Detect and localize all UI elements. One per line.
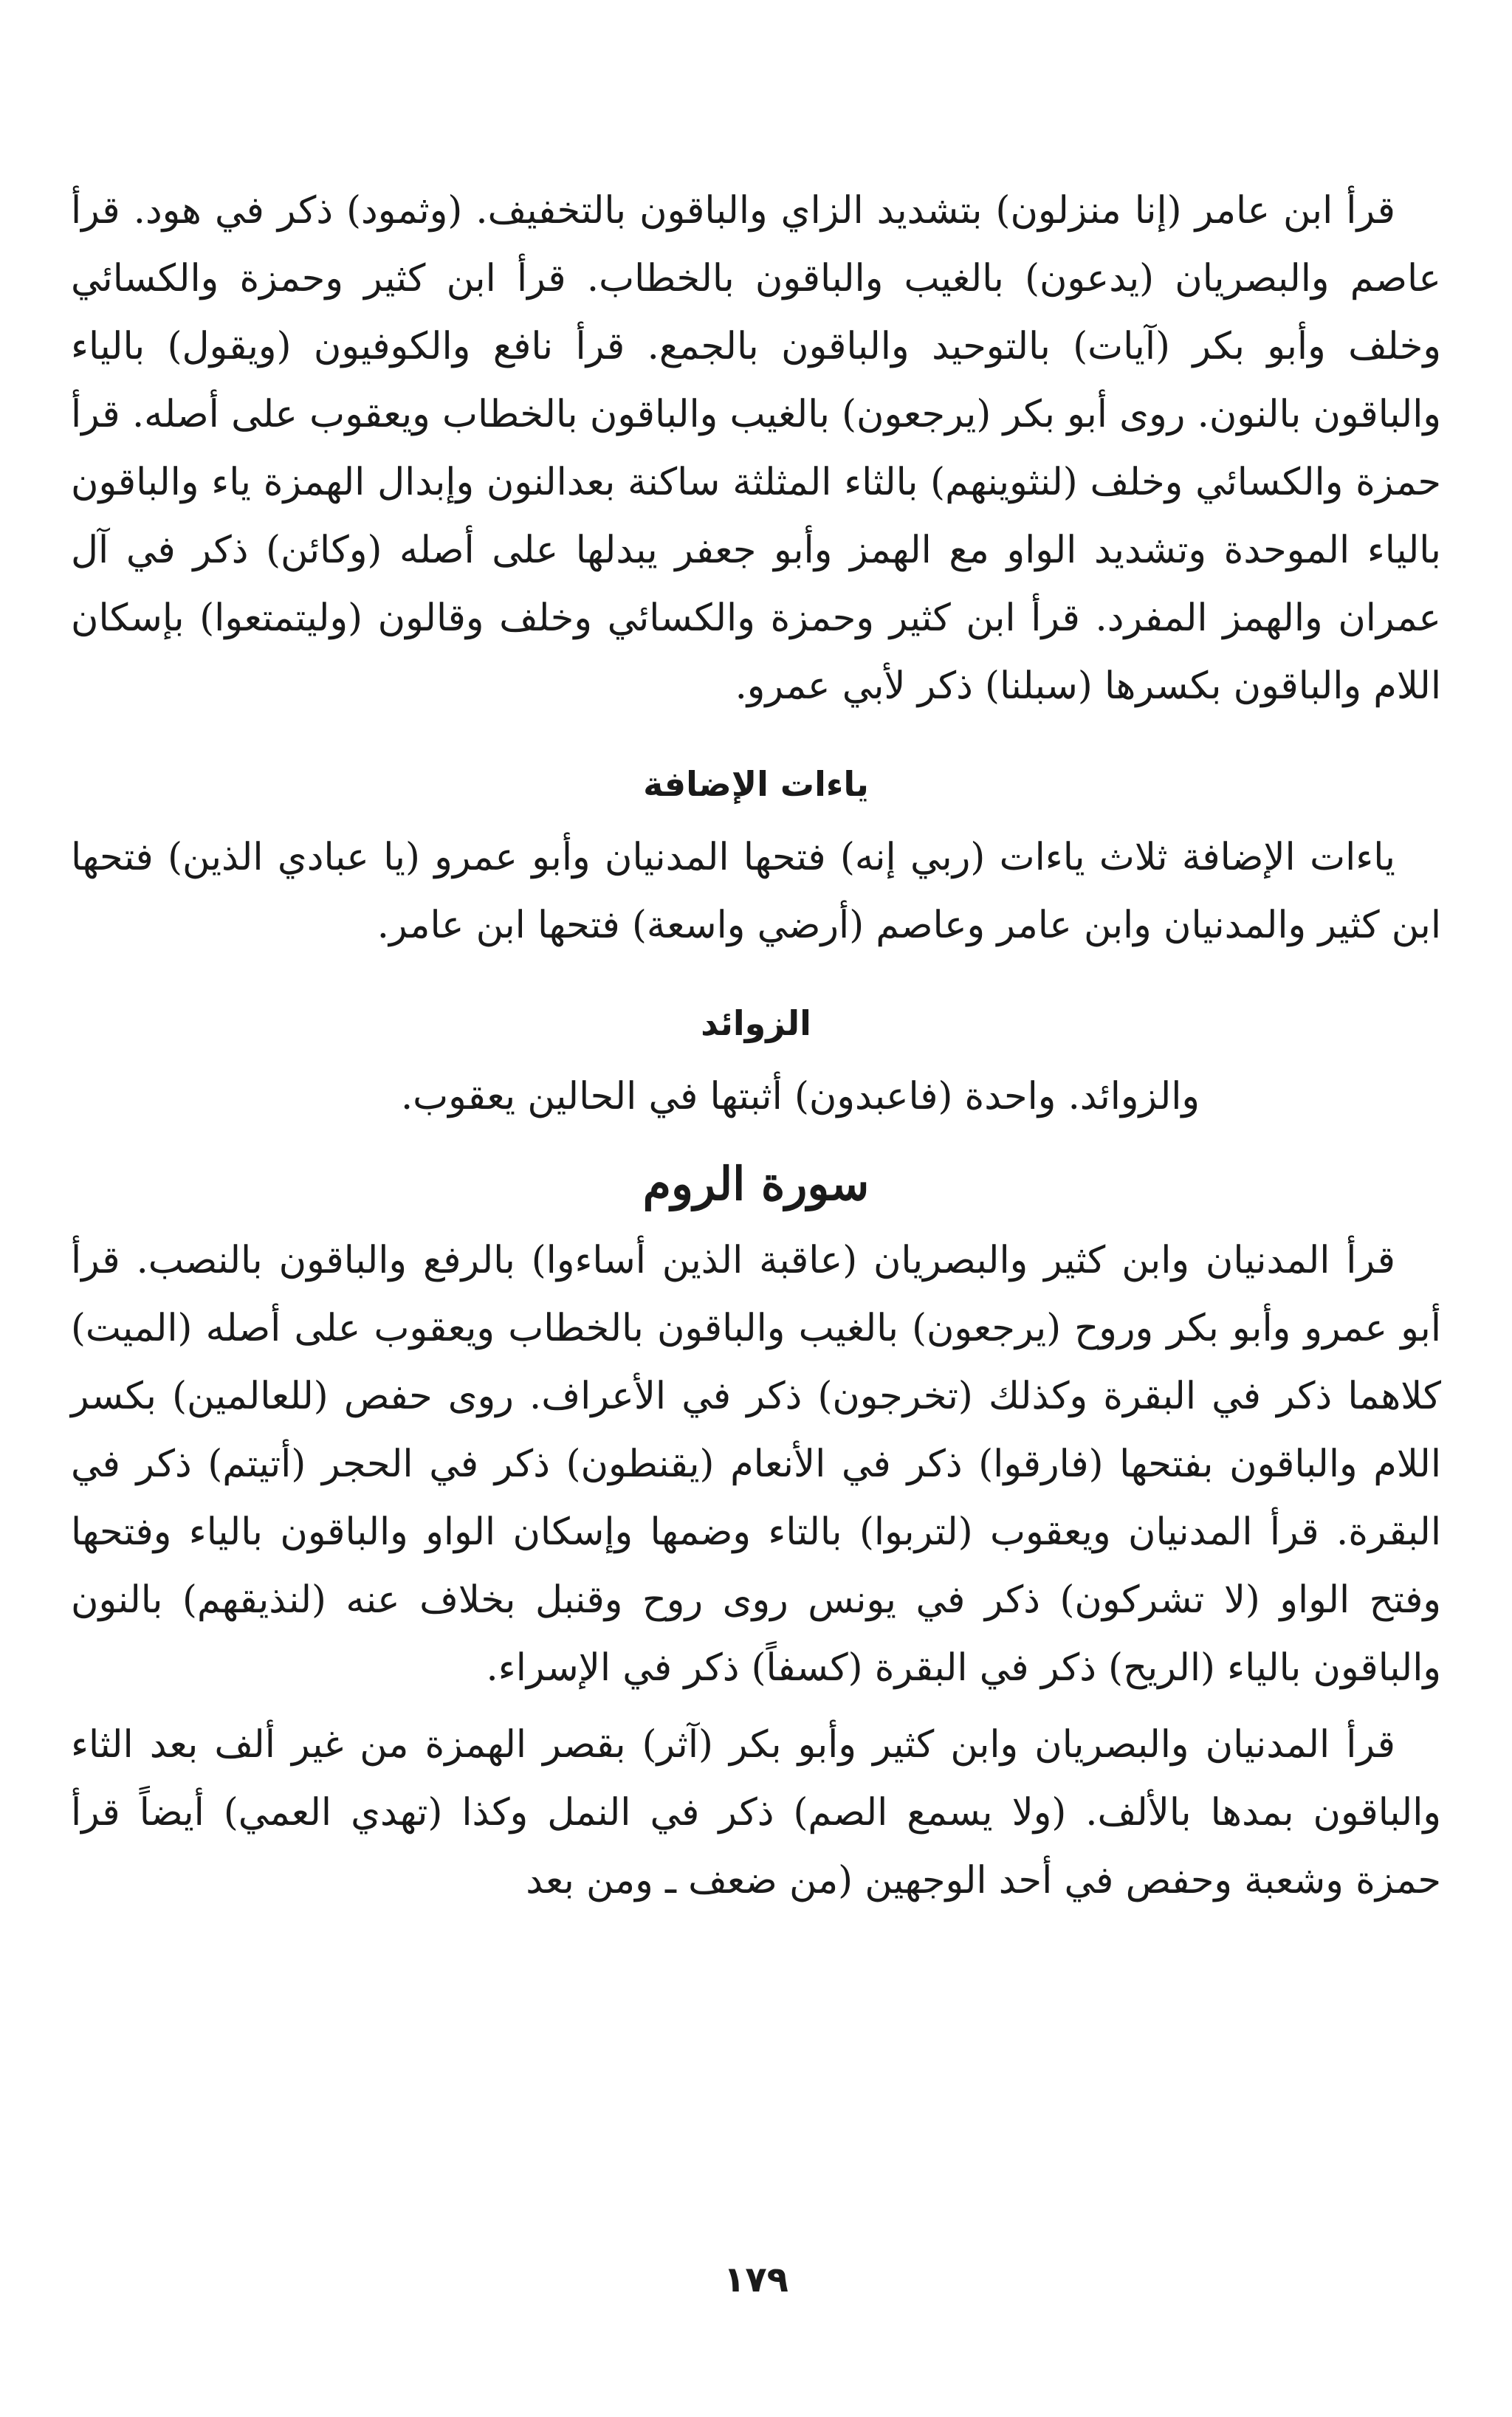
section-heading-possessive-ya: ياءات الإضافة — [643, 764, 869, 804]
paragraph-intro-readings: قرأ ابن عامر (إنا منزلون) بتشديد الزاي والباقون بالتخفيف. (وثمود) ذكر في هود. قرأ عاصم والبصريان (يدعون) بالغيب والباقون بالخطاب. قرأ ابن كثير وحمزة والكسائي وخلف وأبو بكر (آيات) بالتوحيد والباقون بالجمع. قرأ نافع والكوفيون (ويقول) بالياء والباقون بالنون. روى أبو بكر (يرجعون) بالغيب والباقون بالخطاب ويعقوب على أصله. قرأ حمزة والكسائي وخلف (لنثوينهم) بالثاء المثلثة ساكنة بعدالنون وإبدال الهمزة ياء والباقون بالياء الموحدة وتشديد الواو مع الهمز وأبو جعفر يبدلها على أصله (وكائن) ذكر في آل عمران والهمز المفرد. قرأ ابن كثير وحمزة والكسائي وخلف وقالون (وليتمتعوا) بإسكان اللام والباقون بكسرها (سبلنا) ذكر لأبي عمرو. — [71, 189, 1441, 708]
page-body — [71, 177, 1441, 2417]
page-number: ١٧٩ — [724, 2259, 788, 2300]
paragraph-additions: والزوائد. واحدة (فاعبدون) أثبتها في الحالين يعقوب. — [400, 1075, 1200, 1118]
paragraph-surah-rum-2: قرأ المدنيان والبصريان وابن كثير وأبو بكر (آثر) بقصر الهمزة من غير ألف بعد الثاء والباقون بمدها بالألف. (ولا يسمع الصم) ذكر في النمل وكذا (تهدي العمي) أيضاً قرأ حمزة وشعبة وحفص في أحد الوجهين (من ضعف ـ ومن بعد — [71, 1723, 1441, 1902]
section-heading-additions: الزوائد — [701, 1003, 811, 1043]
paragraph-possessive-ya: ياءات الإضافة ثلاث ياءات (ربي إنه) فتحها المدنيان وأبو عمرو (يا عبادي الذين) فتحها ابن كثير والمدنيان وابن عامر وعاصم (أرضي واسعة) فتحها ابن عامر. — [71, 836, 1441, 947]
paragraph-surah-rum-1: قرأ المدنيان وابن كثير والبصريان (عاقبة الذين أساءوا) بالرفع والباقون بالنصب. قرأ أبو عمرو وأبو بكر وروح (يرجعون) بالغيب والباقون بالخطاب ويعقوب على أصله (الميت) كلاهما ذكر في البقرة وكذلك (تخرجون) ذكر في الأعراف. روى حفص (للعالمين) بكسر اللام والباقون بفتحها (فارقوا) ذكر في الأنعام (يقنطون) ذكر في الحجر (أتيتم) ذكر في البقرة. قرأ المدنيان ويعقوب (لتربوا) بالتاء وضمها وإسكان الواو والباقون بالياء وفتحها وفتح الواو (لا تشركون) ذكر في يونس روى روح وقنبل بخلاف عنه (لنذيقهم) بالنون والباقون بالياء (الريح) ذكر في البقرة (كسفاً) ذكر في الإسراء. — [71, 1239, 1441, 1690]
surah-title: سورة الروم — [642, 1157, 870, 1211]
